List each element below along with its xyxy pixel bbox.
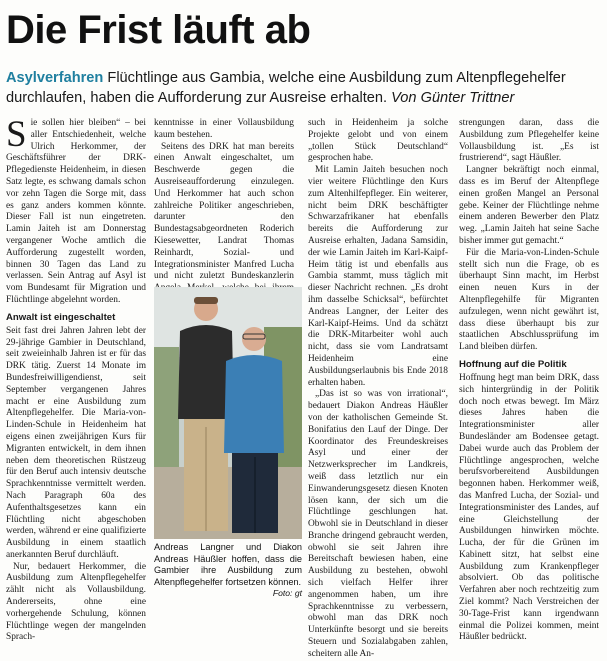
subheading: Hoffnung auf die Politik	[459, 358, 567, 370]
paragraph: „Das ist so was von irrational“, bedauert Diakon Andreas Häußler von der katholischen Gemeinde St. Bonifatius den Lauf der Dinge. Der Koordinator des Freundeskreises Asyl und einer der Netzwerksprecher im Landkreis, weiß dass letztlich nur ein Einwanderungsgesetz diesen Knoten lösen kann, der sich um die Flüchtlinge geschlungen hat. Obwohl sie in Deutschland in dieser Branche dringend gebraucht werden, obwohl sie seit Jahren ihre Bereitschaft bewiesen haben, eine Ausbildung zu bestehen, obwohl sich vielfach Helfer ihrer angenommen haben, um ihre Sprachkenntnisse zu verbessern, obwohl man das DRK noch Unterkünfte besorgt und sie bereits Steuern und Sozialabgaben zahlen, scheitern alle An-	[308, 389, 448, 659]
byline: Von Günter Trittner	[391, 90, 515, 106]
paragraph: Seitens des DRK hat man bereits einen Anwalt eingeschaltet, um Beschwerde gegen die Ausreiseaufforderung einzulegen. Und Herkommer hat auch schon zahlreiche Politiker angeschrieben, darunter den Bundestagsabgeordneten Roderich Kiesewetter, Landrat Thomas Reinhardt, Sozial- und Integrationsminister Manfred Lucha und nicht zuletzt Bundeskanzlerin	[154, 141, 294, 282]
column-1	[6, 114, 146, 644]
paragraph: Seit fast drei Jahren Jahren lebt der 29-jährige Gambier in Deutschland, seit zweieinhalb Jahren ist er für das DRK tätig. Zuerst 14 Monate im Bundesfreiwilligendienst, seit September vergangenen Jahres macht er eine Ausbildung zum Altenpflegehelfer. Die Maria-von-Linden-Schule in Heidenheim hat eigens einen zweijährigen Kurs für Migranten entwickelt, in dem ihnen neben dem theoretischen Rüstzeug für den Beruf auch intensiv deutsche Sprachkenntnisse vermittelt werden. Nach Paragraph 60a des Aufenthaltsgesetzes kann ein Flüchtling nicht abgeschoben werden, während er eine qualifizierte Ausbildung in einem staatlich anerkannten Beruf durchläuft.	[6, 325, 146, 560]
paragraph: strengungen daran, dass die Ausbildung zum Pflegehelfer keine Vollausbildung ist. „Es ist frustrierend“, sagt Häußler.	[459, 118, 599, 164]
column-2	[154, 118, 294, 307]
paragraph: Nur, bedauert Herkommer, die Ausbildung zum Altenpflegehelfer zählt nicht als Vollausbildung. Andererseits, ohne eine vorhergehende Schulung, können Flüchtlinge wegen der mangelnden Sprach-	[6, 561, 146, 643]
paragraph	[6, 114, 146, 307]
headline: Die Frist läuft ab	[6, 8, 311, 52]
standfirst-text: Flüchtlinge aus Gambia, welche eine Ausbildung zum Altenpflegehelfer durchlaufen, haben die Aufforderung zur Ausreise erhalten.	[6, 70, 566, 106]
kicker: Asylverfahren	[6, 70, 104, 86]
column-3	[308, 118, 448, 661]
dropcap: S	[6, 114, 27, 155]
paragraph: kenntnisse in einer Vollausbildung kaum bestehen.	[154, 118, 294, 140]
caption-text: Andreas Langner und Diakon Andreas Häußler hoffen, dass die Gambier ihre Ausbildung zum Altenpflegehelfer fortsetzen können.	[154, 542, 302, 587]
paragraph: Langner bekräftigt noch einmal, dass es im Beruf der Altenpflege einen großen Mangel an Personal gebe. Keiner der Flüchtlinge nehme einem anderen Bewerber den Platz weg. „Lamin Jaiteh hat seine Sache bisher immer gut gemacht.“	[459, 165, 599, 246]
paragraph: Hoffnung hegt man beim DRK, dass sich hintergründig in der Politik doch noch etwas bewegt. Im März dieses Jahres haben die Integrationsminister aller Bundesländer am Bodensee getagt. Dabei wurde auch das Problem der Flüchtlinge angesprochen, welche berufsvorbereitend Ausbildungen begonnen haben. Herkommer weiß, das Manfred Lucha, der Sozial- und Integrationsminister des Landes, auf eine Gleichstellung der Ausbildungen hinwirken möchte. Lucha, der für die Grünen im Kabinett sitzt, hat selbst eine Ausbildung zum Krankenpfleger absolviert. Ob das politische Verfahren aber noch rechtzeitig zum Ziel kommt? Nach Verstreichen der 30-Tage-Frist kann irgendwann einmal die Polizei kommen, meint Häußler bedrückt.	[459, 372, 599, 643]
photo-caption	[154, 542, 302, 600]
standfirst	[6, 68, 602, 108]
paragraph: Mit Lamin Jaiteh besuchen noch vier weitere Flüchtlinge den Kurs zum Altenhilfepfleger. Ein weiterer, nicht beim DRK beschäftigter Schwarzafrikaner hat ebenfalls bereits die Aufforderung zur Ausreise erhalten, Jadana Samsidin, der wie Lamin Jaiteh im Karl-Kaipf-Heim tätig ist und ebenfalls aus Gambia stammt, muss täglich mit dieser Nachricht rechnen. „Es droht ihm dasselbe Schicksal“, befürchtet Andreas Langner, der Leiter des Karl-Kaipf-Heims. Und da schätzt die DRK-Mitarbeiter wohl auch nicht, dass sie vom Landratsamt Heidenheim eine Ausbildungserlaubnis bis Ende 2018 erhalten haben.	[308, 165, 448, 388]
column-4	[459, 118, 599, 644]
paragraph: such in Heidenheim ja solche Projekte gelobt und von einem „tollen Stück Deutschland“ gesprochen habe.	[308, 118, 448, 164]
photo-credit: Foto: gt	[272, 588, 302, 598]
subheading: Anwalt ist eingeschaltet	[6, 311, 116, 323]
paragraph: Für die Maria-von-Linden-Schule stellt sich nun die Frage, ob es überhaupt Sinn macht, im Herbst einen neuen Kurs in der Altenpflegehilfe für Migranten aufzulegen, wenn nicht gewährt ist, dass diese überhaupt bis zur staatlichen Abschlussprüfung im Land bleiben dürfen.	[459, 247, 599, 353]
paragraph-text: ie sollen hier bleiben“ – bei aller Entschiedenheit, welche Ulrich Herkommer, der Geschäftsführer der DRK-Pflegedienste Heidenheim, in diesen Satz legte, es schwang damals schon vor zehn Tagen die Sorge mit, dass es ganz anders kommen könnte. Dieser Fall ist nun eingetreten. Lamin Jaiteh ist am Donnerstag vergangener Woche amtlich die Aufforderung zugestellt worden, binnen 30 Tagen das Land zu verlassen. Sein Antrag auf Asyl ist vom Bundesamt für Migration und Flüchtlinge abgelehnt worden.	[6, 118, 146, 305]
photo	[154, 287, 302, 539]
photo-illustration	[154, 287, 302, 539]
